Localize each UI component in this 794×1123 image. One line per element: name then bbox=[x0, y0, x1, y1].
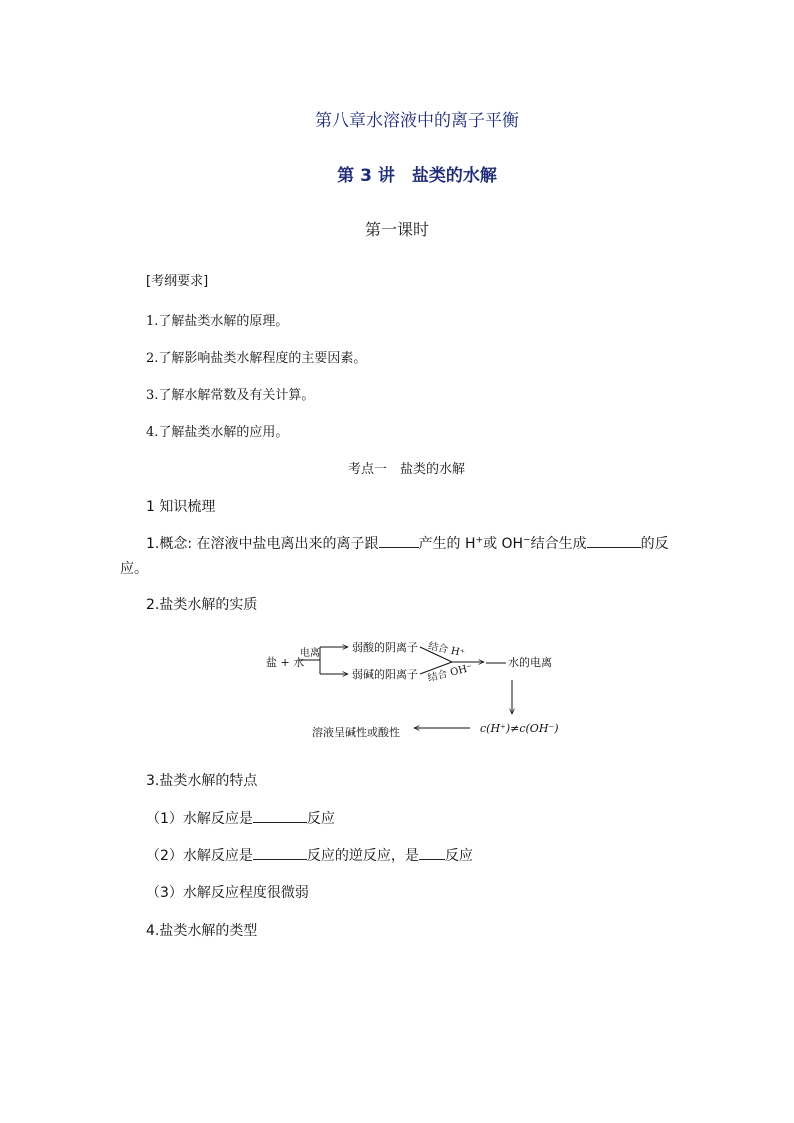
salt-water-label: 盐 + 水 bbox=[266, 656, 305, 669]
water-ionization-label: 水的电离 bbox=[508, 656, 552, 669]
concept-text: 产生的 H bbox=[418, 536, 476, 552]
requirement-item: 2.了解影响盐类水解程度的主要因素。 bbox=[146, 351, 367, 366]
result-label: 溶液呈碱性或酸性 bbox=[312, 726, 400, 739]
requirements-heading: [考纲要求] bbox=[146, 274, 209, 289]
requirement-item: 3.了解水解常数及有关计算。 bbox=[146, 388, 315, 403]
lesson-title: 第一课时 bbox=[364, 220, 429, 239]
feature-text: 反应 bbox=[306, 811, 335, 827]
chapter-title: 第八章水溶液中的离子平衡 bbox=[315, 111, 519, 131]
feature-item-2 bbox=[146, 845, 473, 865]
concept-text: 1.概念: 在溶液中盐电离出来的离子跟 bbox=[146, 536, 379, 552]
combine-oh-label: 结合 OH⁻ bbox=[426, 662, 474, 685]
superscript: − bbox=[523, 535, 531, 546]
concept-text: 结合生成 bbox=[530, 536, 587, 552]
inequality-label: c(H⁺)≠c(OH⁻) bbox=[480, 722, 559, 735]
hydrolysis-diagram bbox=[262, 636, 562, 746]
types-heading: 4.盐类水解的类型 bbox=[146, 923, 258, 939]
concept-text: 或 OH bbox=[483, 536, 524, 552]
lecture-title: 第 3 讲 盐类的水解 bbox=[337, 166, 497, 186]
essence-heading: 2.盐类水解的实质 bbox=[146, 597, 258, 613]
feature-text: 反应的逆反应，是 bbox=[306, 848, 419, 864]
combine-h-label: 结合 H⁺ bbox=[427, 640, 466, 660]
fill-blank[interactable] bbox=[253, 808, 307, 823]
fill-blank[interactable] bbox=[253, 845, 307, 860]
features-heading: 3.盐类水解的特点 bbox=[146, 773, 258, 789]
fill-blank[interactable] bbox=[587, 533, 641, 548]
weak-base-cation-label: 弱碱的阳离子 bbox=[352, 668, 418, 681]
requirement-item: 4.了解盐类水解的应用。 bbox=[146, 425, 289, 440]
requirement-item: 1.了解盐类水解的原理。 bbox=[146, 314, 289, 329]
concept-text: 的反 bbox=[640, 536, 669, 552]
feature-text: （2）水解反应是 bbox=[146, 848, 253, 864]
concept-line-2: 应。 bbox=[120, 561, 148, 577]
concept-line-1 bbox=[146, 533, 669, 553]
section-subtitle: 1 知识梳理 bbox=[146, 499, 216, 515]
superscript: + bbox=[475, 535, 484, 546]
feature-item-3: （3）水解反应程度很微弱 bbox=[146, 885, 309, 901]
ionize-label: 电离 bbox=[300, 648, 320, 659]
weak-acid-anion-label: 弱酸的阴离子 bbox=[352, 641, 418, 654]
feature-text: 反应 bbox=[444, 848, 473, 864]
fill-blank[interactable] bbox=[419, 845, 445, 860]
section-title: 考点一 盐类的水解 bbox=[348, 462, 466, 477]
feature-text: （1）水解反应是 bbox=[146, 811, 253, 827]
feature-item-1 bbox=[146, 808, 335, 828]
fill-blank[interactable] bbox=[379, 533, 419, 548]
